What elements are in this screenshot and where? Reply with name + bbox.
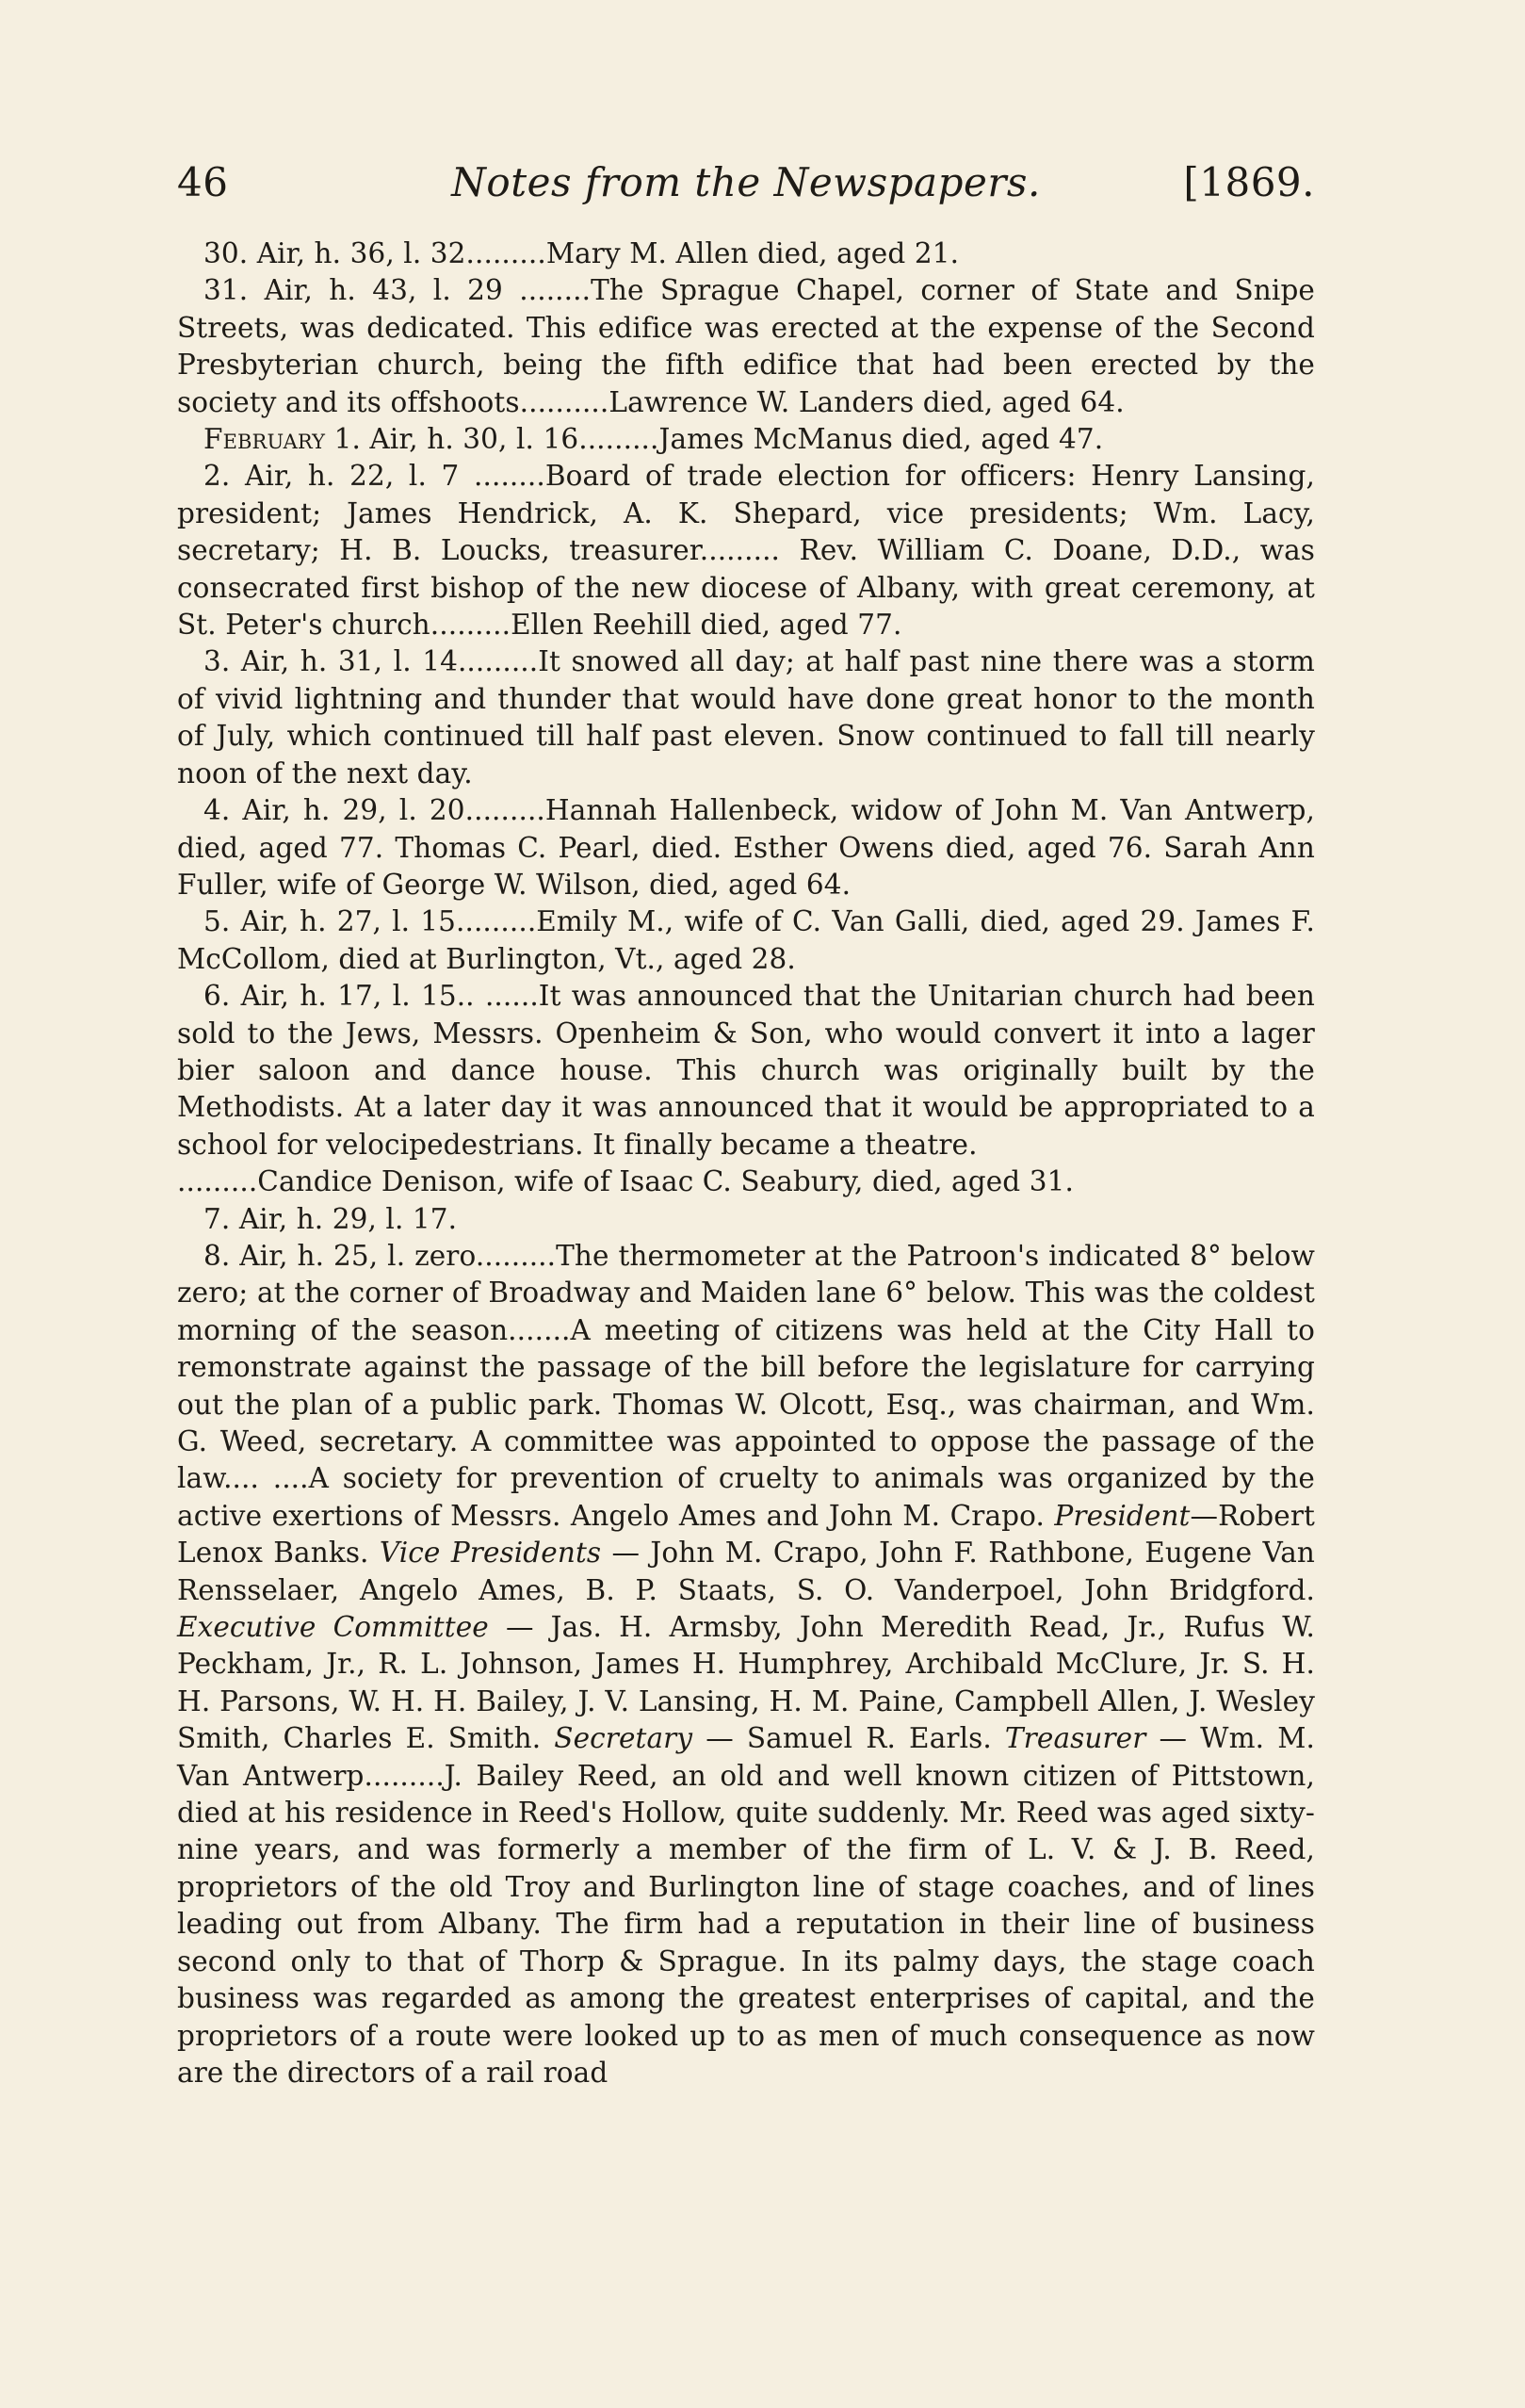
paragraph	[177, 792, 1315, 903]
text-run: 2. Air, h. 22, l. 7 ........Board of trade election for officers: Henry Lansing, president; James Hendrick, A. K. Shepard, vice presidents; Wm. Lacy, secretary; H. B. Loucks, treasurer......... Rev. William C. Doane, D.D., was consecrated first bishop of the new diocese of Albany, with great ceremony, at St. Peter's church.........Ellen Reehill died, aged 77.	[177, 460, 1315, 642]
paragraph	[177, 978, 1315, 1163]
text-run: 8. Air, h. 25, l. zero.........The thermometer at the Patroon's indicated 8° below zero; at the corner of Broadway and Maiden lane 6° below. This was the coldest morning of the season.......A meeting of citizens was held at the City Hall to remonstrate against the passage of the bill before the legislature for carrying out the plan of a public park. Thomas W. Olcott, Esq., was chairman, and Wm. G. Weed, secretary. A committee was appointed to oppose the passage of the law.... ....A society for prevention of cruelty to animals was organized by the active exertions of Messrs. Angelo Ames and John M. Crapo.	[177, 1239, 1315, 1532]
text-run: — Wm. M. Van Antwerp.........J. Bailey Reed, an old and well known citizen of Pittstown, died at his residence in Reed's Hollow, quite suddenly. Mr. Reed was aged sixty-nine years, and was formerly a member of the firm of L. V. & J. B. Reed, proprietors of the old Troy and Burlington line of stage coaches, and of lines leading out from Albany. The firm had a reputation in their line of business second only to that of Thorp & Sprague. In its palmy days, the stage coach business was regarded as among the greatest enterprises of capital, and the proprietors of a route were looked up to as men of much consequence as now are the directors of a rail road	[177, 1722, 1315, 2089]
text-run: 6. Air, h. 17, l. 15.. ......It was announced that the Unitarian church had been sold to the Jews, Messrs. Openheim & Son, who would convert it into a lager bier saloon and dance house. This church was originally built by the Methodists. At a later day it was announced that it would be appropriated to a school for velocipedestrians. It finally became a theatre.	[177, 980, 1315, 1161]
italic-label: Executive Committee	[177, 1611, 489, 1644]
month-heading: February	[203, 423, 326, 456]
paragraph	[177, 272, 1315, 421]
paragraph	[177, 236, 1315, 272]
text-run: 5. Air, h. 27, l. 15.........Emily M., wife of C. Van Galli, died, aged 29. James F. McCollom, died at Burlington, Vt., aged 28.	[177, 905, 1315, 975]
text-run: 1. Air, h. 30, l. 16.........James McManus died, aged 47.	[325, 423, 1104, 456]
text-run: 4. Air, h. 29, l. 20.........Hannah Hallenbeck, widow of John M. Van Antwerp, died, aged 77. Thomas C. Pearl, died. Esther Owens died, aged 76. Sarah Ann Fuller, wife of George W. Wilson, died, aged 64.	[177, 794, 1315, 901]
running-year: [1869.	[1183, 159, 1315, 205]
text-run: — Jas. H. Armsby, John Meredith Read, Jr., Rufus W. Peckham, Jr., R. L. Johnson, James H. Humphrey, Archibald McClure, Jr. S. H. H. Parsons, W. H. H. Bailey, J. V. Lansing, H. M. Paine, Campbell Allen, J. Wesley Smith, Charles E. Smith.	[177, 1611, 1316, 1755]
page-number: 46	[177, 159, 229, 205]
text-run: —Robert Lenox Banks.	[177, 1499, 1315, 1570]
running-head	[177, 158, 1315, 217]
text-run: — John M. Crapo, John F. Rathbone, Eugene Van Rensselaer, Angelo Ames, B. P. Staats, S. O. Vanderpoel, John Bridgford.	[177, 1537, 1316, 1606]
paragraph	[177, 903, 1315, 978]
book-page	[177, 158, 1315, 2091]
running-title: Notes from the Newspapers.	[451, 159, 1041, 205]
italic-label: Treasurer	[1004, 1722, 1146, 1755]
paragraph	[177, 421, 1315, 458]
body-text	[177, 236, 1315, 2091]
paragraph	[177, 458, 1315, 643]
paragraph	[177, 1201, 1315, 1238]
paragraph	[177, 1238, 1315, 2091]
text-run: 30. Air, h. 36, l. 32.........Mary M. Allen died, aged 21.	[203, 237, 960, 269]
italic-label: Vice Presidents	[379, 1537, 602, 1570]
paragraph	[177, 1163, 1315, 1200]
text-run: .........Candice Denison, wife of Isaac C. Seabury, died, aged 31.	[177, 1165, 1074, 1198]
paragraph	[177, 643, 1315, 792]
text-run: 3. Air, h. 31, l. 14.........It snowed all day; at half past nine there was a storm of vivid lightning and thunder that would have done great honor to the month of July, which continued till half past eleven. Snow continued to fall till nearly noon of the next day.	[177, 645, 1315, 789]
italic-label: Secretary	[554, 1722, 693, 1755]
text-run: 7. Air, h. 29, l. 17.	[203, 1202, 458, 1235]
text-run: — Samuel R. Earls.	[692, 1722, 1005, 1755]
italic-label: President	[1054, 1499, 1191, 1532]
text-run: 31. Air, h. 43, l. 29 ........The Sprague Chapel, corner of State and Snipe Streets, was dedicated. This edifice was erected at the expense of the Second Presbyterian church, being the fifth edifice that had been erected by the society and its offshoots..........Lawrence W. Landers died, aged 64.	[177, 274, 1315, 418]
